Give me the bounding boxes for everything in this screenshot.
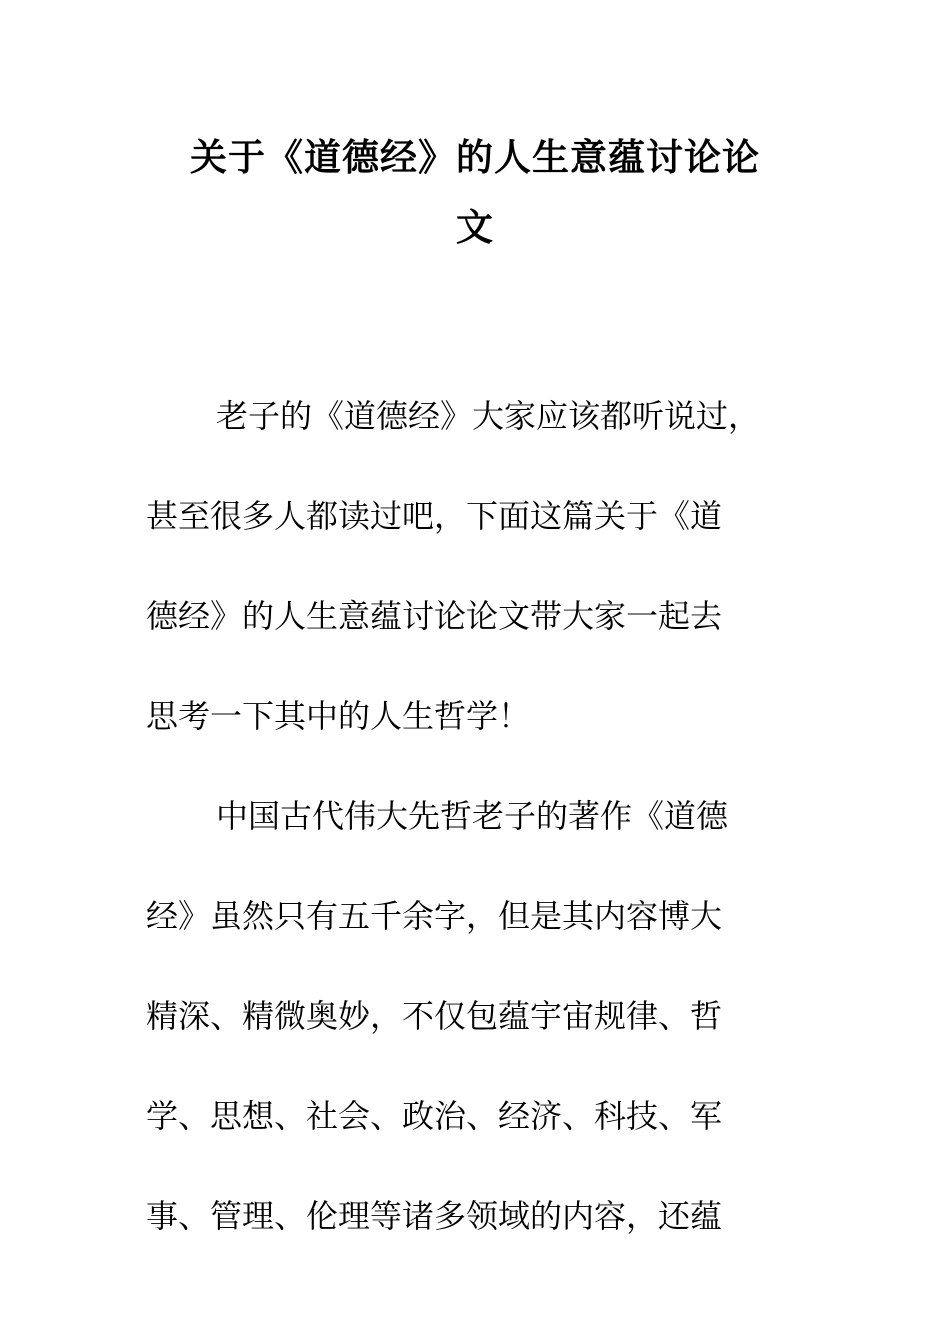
paragraph-1-line-2: 甚至很多人都读过吧，下面这篇关于《道 xyxy=(146,497,723,535)
title-line-1: 关于《道德经》的人生意蕴讨论论 xyxy=(190,135,760,179)
paragraph-2-line-5: 事、管理、伦理等诸多领域的内容，还蕴 xyxy=(146,1197,723,1235)
paragraph-2-line-2: 经》虽然只有五千余字，但是其内容博大 xyxy=(146,897,723,935)
paragraph-1-line-3: 德经》的人生意蕴讨论论文带大家一起去 xyxy=(146,597,723,635)
document-title xyxy=(150,122,800,262)
paragraph-1-line-1: 老子的《道德经》大家应该都听说过， xyxy=(216,397,761,435)
paragraph-2-line-4: 学、思想、社会、政治、经济、科技、军 xyxy=(146,1097,723,1135)
paragraph-2-line-3: 精深、精微奥妙，不仅包蕴宇宙规律、哲 xyxy=(146,997,723,1035)
document-body xyxy=(146,366,806,1266)
title-line-2: 文 xyxy=(456,205,494,249)
paragraph-2-line-1: 中国古代伟大先哲老子的著作《道德 xyxy=(216,797,729,835)
paragraph-1-line-4: 思考一下其中的人生哲学！ xyxy=(146,697,531,735)
